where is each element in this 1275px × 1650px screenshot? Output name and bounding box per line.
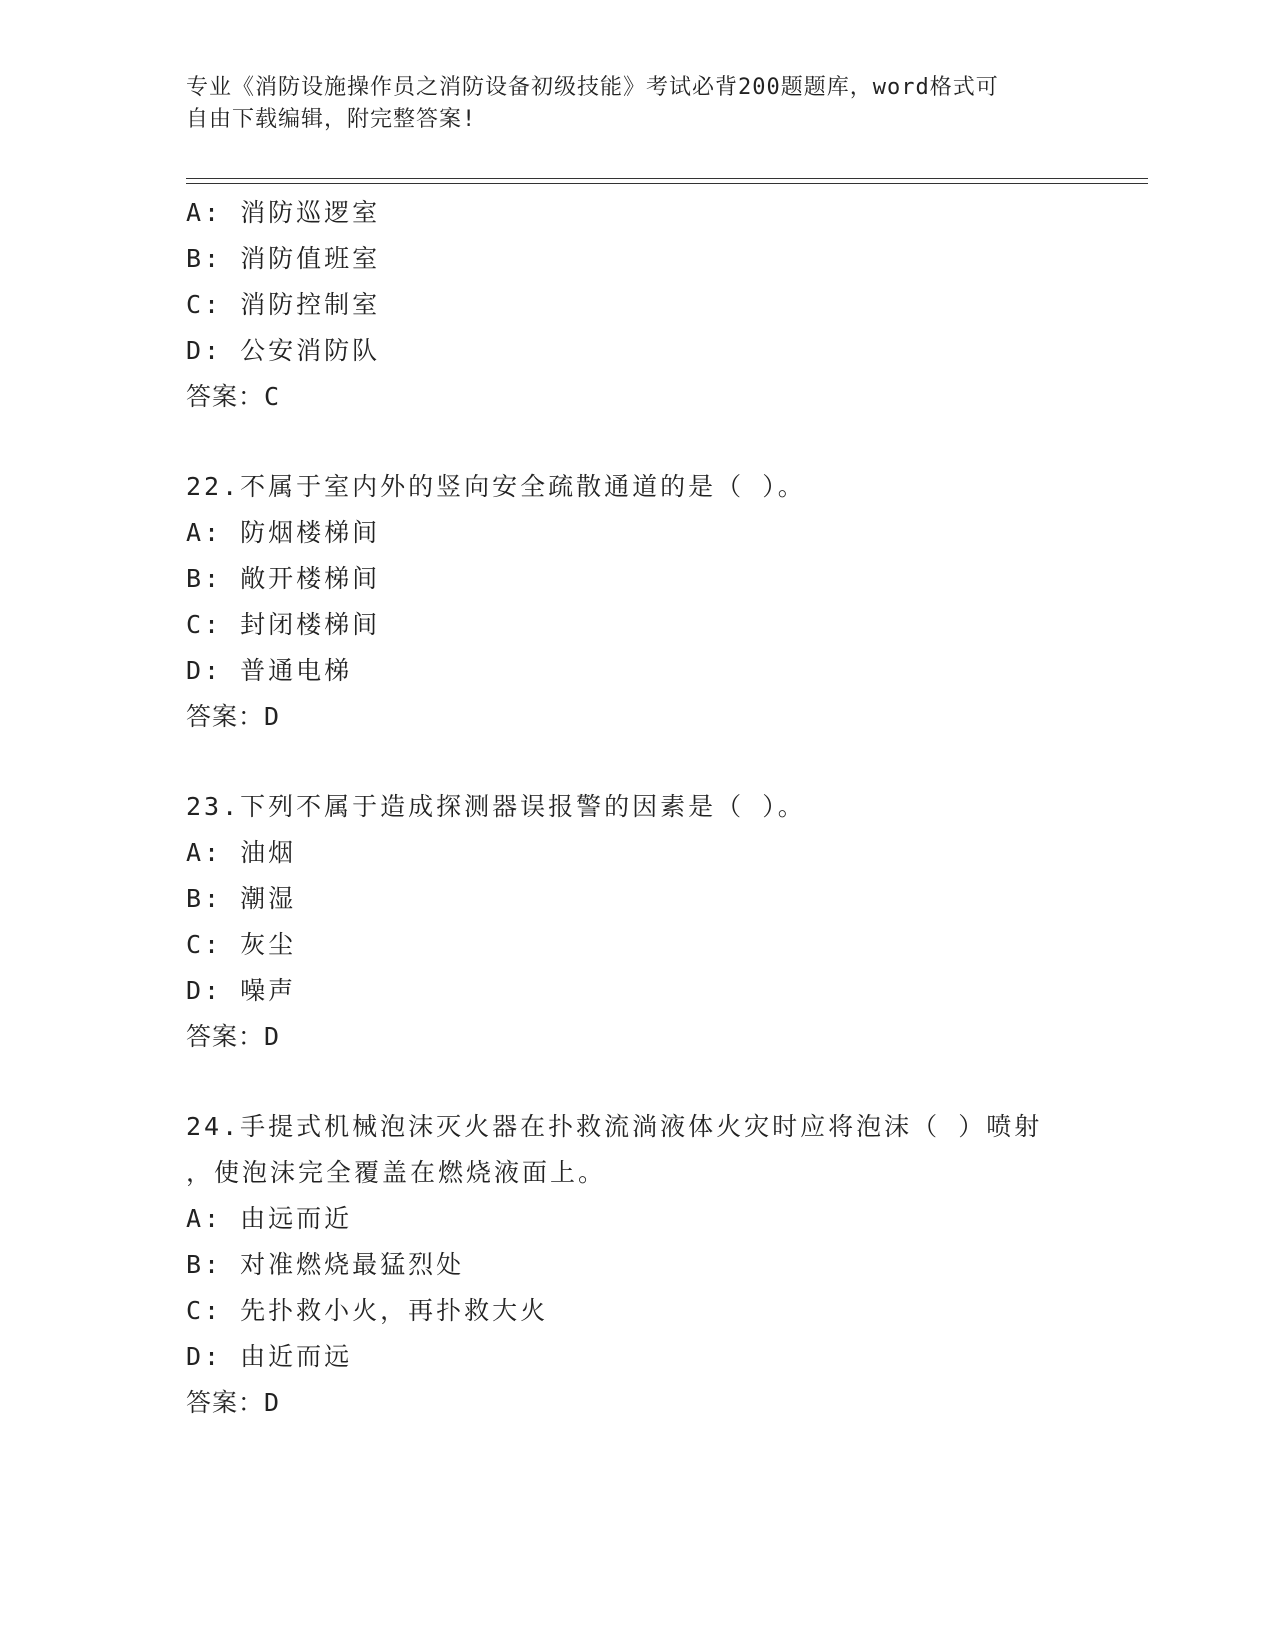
- document-header: [186, 72, 1066, 136]
- header-divider: [186, 178, 1148, 184]
- option-c: C: 封闭楼梯间: [186, 610, 381, 639]
- option-c: C: 先扑救小火，再扑救大火: [186, 1296, 549, 1325]
- question-23: [186, 784, 1086, 1060]
- question-text-line-1: 24.手提式机械泡沫灭火器在扑救流淌液体火灾时应将泡沫（ ）喷射: [186, 1112, 1043, 1141]
- option-a: A: 油烟: [186, 838, 297, 867]
- option-a: A: 消防巡逻室: [186, 198, 381, 227]
- option-b: B: 敞开楼梯间: [186, 564, 381, 593]
- answer: 答案：D: [186, 1022, 281, 1051]
- question-text: 22.不属于室内外的竖向安全疏散通道的是（ ）。: [186, 472, 806, 501]
- option-d: D: 噪声: [186, 976, 297, 1005]
- question-text: 23.下列不属于造成探测器误报警的因素是（ ）。: [186, 792, 806, 821]
- answer: 答案：D: [186, 702, 281, 731]
- option-b: B: 消防值班室: [186, 244, 381, 273]
- question-text-line-2: ，使泡沫完全覆盖在燃烧液面上。: [186, 1158, 607, 1187]
- option-c: C: 消防控制室: [186, 290, 381, 319]
- header-line-1: 专业《消防设施操作员之消防设备初级技能》考试必背200题题库，word格式可: [186, 75, 999, 100]
- question-21: [186, 190, 1086, 420]
- option-c: C: 灰尘: [186, 930, 297, 959]
- question-22: [186, 464, 1086, 740]
- option-a: A: 防烟楼梯间: [186, 518, 381, 547]
- question-list: [186, 190, 1086, 1426]
- option-d: D: 由近而远: [186, 1342, 353, 1371]
- option-b: B: 对准燃烧最猛烈处: [186, 1250, 465, 1279]
- option-a: A: 由远而近: [186, 1204, 353, 1233]
- answer: 答案：C: [186, 382, 281, 411]
- option-d: D: 公安消防队: [186, 336, 381, 365]
- header-line-2: 自由下载编辑，附完整答案!: [186, 107, 477, 132]
- answer: 答案：D: [186, 1388, 281, 1417]
- option-d: D: 普通电梯: [186, 656, 353, 685]
- option-b: B: 潮湿: [186, 884, 297, 913]
- question-24: [186, 1104, 1086, 1426]
